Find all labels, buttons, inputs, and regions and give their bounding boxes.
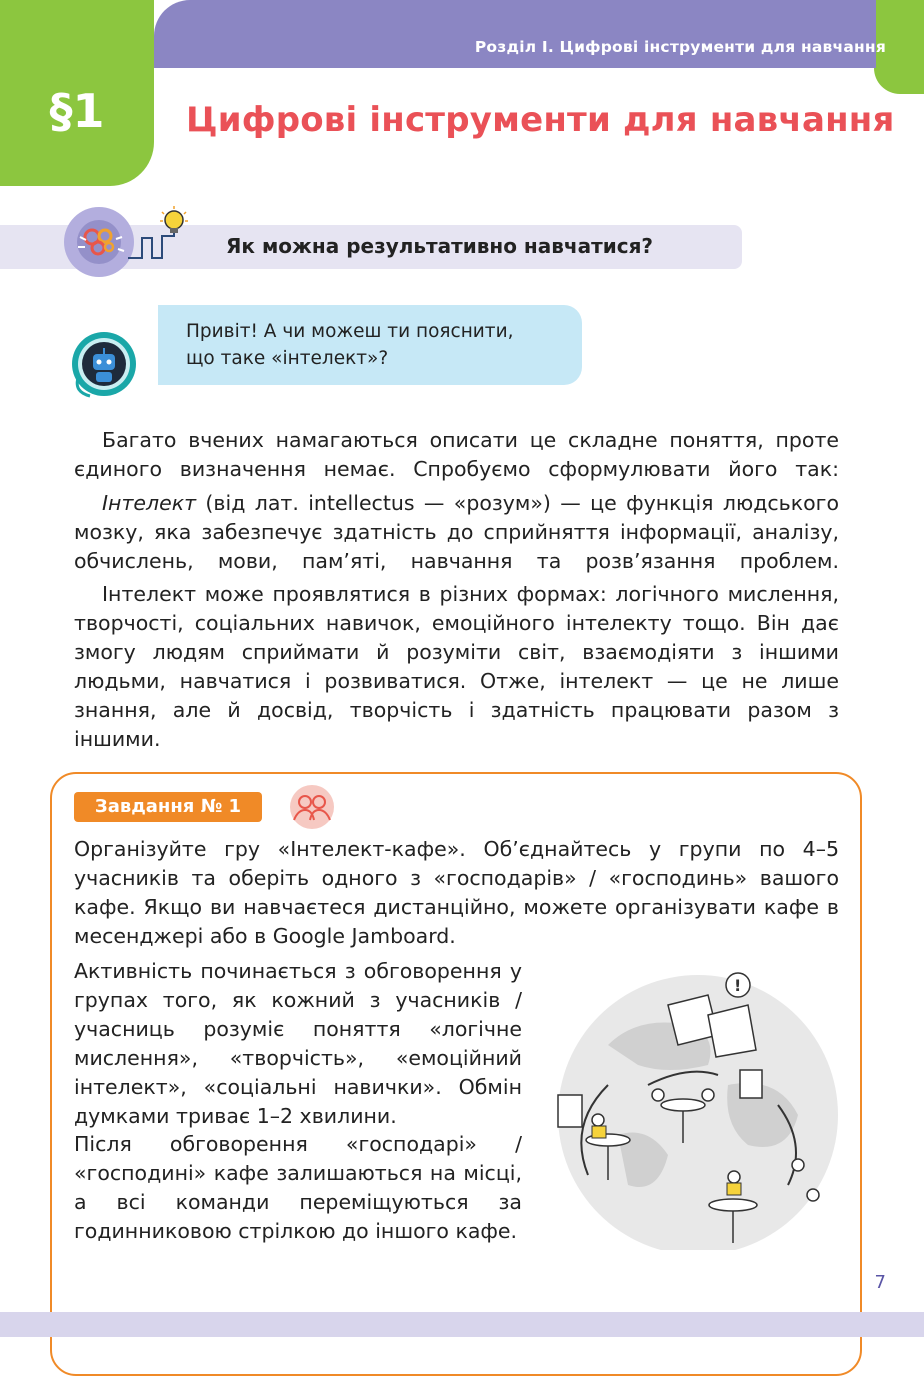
dialog-line-2: що таке «інтелект»? <box>186 348 389 369</box>
group-people-icon <box>288 784 336 834</box>
question-heading: Як можна результативно навчатися? <box>226 234 654 258</box>
brain-gears-icon <box>64 207 134 277</box>
task-intro: Організуйте гру «Інтелект-кафе». Об’єднайтесь у групи по 4–5 учасників та оберіть одного з «господарів» / «господинь» вашого кафе. Якщо ви навчаєтеся дистанційно, можете організувати кафе в месенджері або в Google Jamboard. <box>74 837 839 948</box>
world-cafe-illustration <box>548 965 838 1254</box>
bottom-margin <box>0 1264 924 1312</box>
definition-term: Інтелект <box>102 491 197 515</box>
robot-chat-icon <box>70 330 138 404</box>
task-badge: Завдання № 1 <box>74 792 262 822</box>
page-title: Цифрові інструменти для навчання <box>186 100 895 140</box>
dialog-text <box>186 318 576 372</box>
lightbulb-icon <box>128 204 188 266</box>
task-paragraph-2: Після обговорення «господарі» / «господині» кафе залишаються на місці, а всі команди переміщуються за годинниковою стрілкою до іншого кафе. <box>74 1132 522 1243</box>
svg-text:!: ! <box>734 976 742 995</box>
page-number: 7 <box>874 1272 886 1293</box>
body-paragraph-2 <box>74 489 839 576</box>
body-paragraph-3: Інтелект може проявлятися в різних формах: логічного мислення, творчості, соціальних навичок, емоційного інтелекту тощо. Він дає змогу людям сприймати й розуміти світ, взаємодіяти з іншими людьми, навчатися і розвиватися. Отже, інтелект — це не лише знання, але й досвід, творчість і здатність працювати разом з іншими. <box>74 582 839 751</box>
footer-bar <box>0 1312 924 1337</box>
definition-text: (від лат. intellectus — «розум») — це функція людського мозку, яка забезпечує здатність до сприйняття інформації, аналізу, обчислень, мови, пам’яті, навчання та розв’язання проблем. <box>74 491 839 573</box>
task-paragraph-1: Активність починається з обговорення у групах того, як кожний з учасників / учасниць розуміє поняття «логічне мислення», «творчість», «емоційний інтелект», «соціальні навички». Обмін думками триває 1–2 хвилини. <box>74 959 522 1128</box>
chapter-header <box>154 0 876 68</box>
chapter-title: Розділ I. Цифрові інструменти для навчання <box>474 38 886 56</box>
dialog-line-1: Привіт! А чи можеш ти пояснити, <box>186 321 514 342</box>
section-number: §1 <box>49 84 105 138</box>
body-paragraph-1: Багато вчених намагаються описати це складне поняття, проте єдиного визначення немає. Спробуємо сформулювати його так: <box>74 428 839 481</box>
